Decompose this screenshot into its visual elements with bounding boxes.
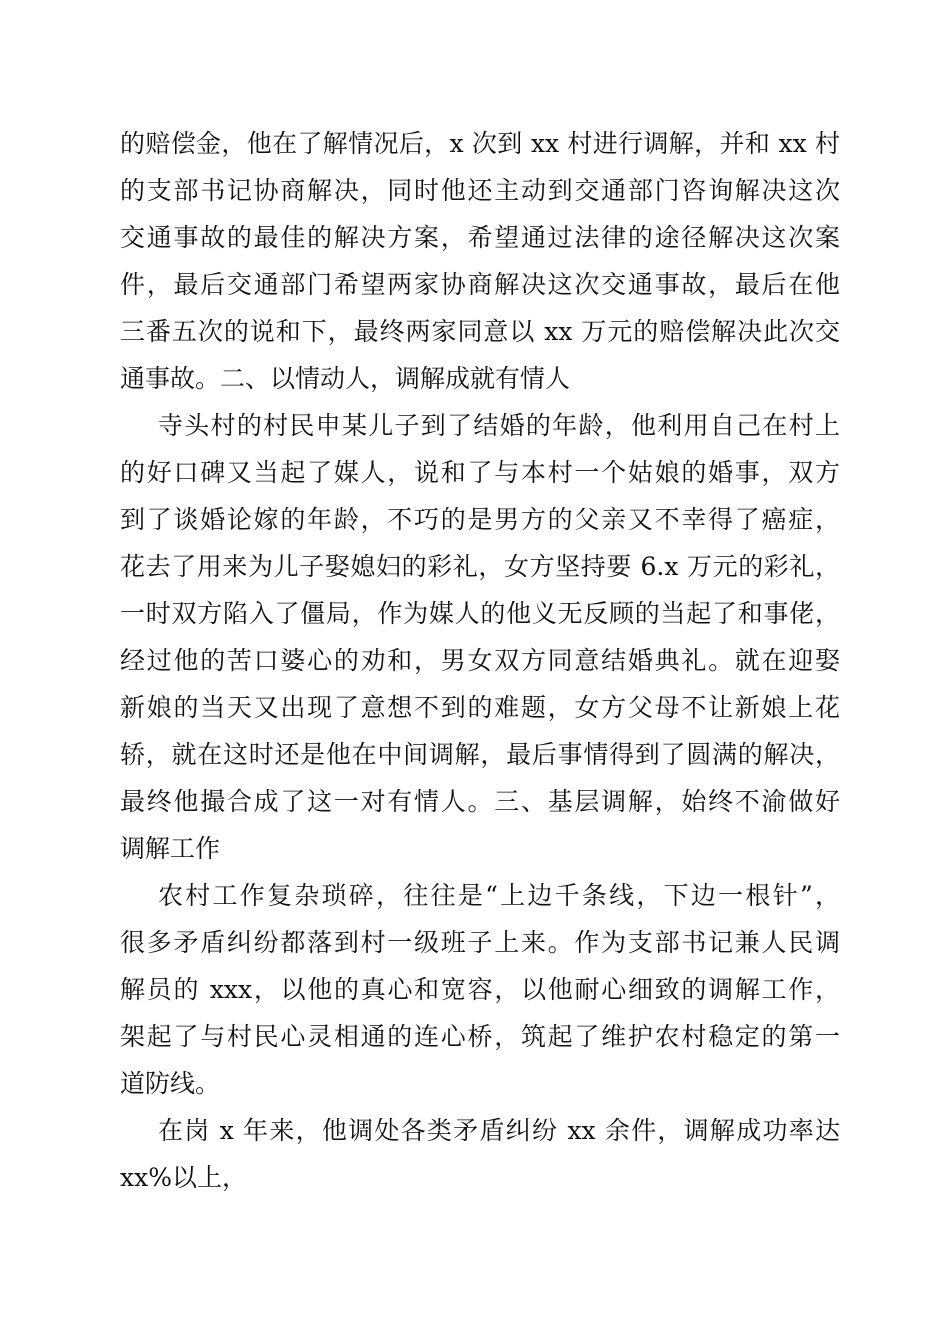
text-line: 件，最后交通部门希望两家协商解决这次交通事故，最后在他 [120,270,840,299]
paragraph-2 [120,402,840,872]
text-line: 的赔偿金，他在了解情况后，x 次到 xx 村进行调解，并和 xx 村 [120,129,840,158]
text-line: 架起了与村民心灵相通的连心桥，筑起了维护农村稳定的第一 [120,1022,840,1051]
text-line: 的好口碑又当起了媒人，说和了与本村一个姑娘的婚事，双方 [120,458,840,487]
paragraph-3 [120,872,840,1107]
paragraph-1 [120,120,840,402]
text-line: xx%以上， [120,1163,247,1192]
text-line: 新娘的当天又出现了意想不到的难题，女方父母不让新娘上花 [120,693,840,722]
text-line: 交通事故的最佳的解决方案，希望通过法律的途径解决这次案 [120,223,840,252]
text-line: 三番五次的说和下，最终两家同意以 xx 万元的赔偿解决此次交 [120,317,840,346]
paragraph-4 [120,1107,840,1201]
text-line: 的支部书记协商解决，同时他还主动到交通部门咨询解决这次 [120,176,840,205]
text-line: 寺头村的村民申某儿子到了结婚的年龄，他利用自己在村上 [158,411,840,440]
text-line: 一时双方陷入了僵局，作为媒人的他义无反顾的当起了和事佬， [120,599,840,628]
text-line: 到了谈婚论嫁的年龄，不巧的是男方的父亲又不幸得了癌症， [120,505,840,534]
text-line: 在岗 x 年来，他调处各类矛盾纠纷 xx 余件，调解成功率达 [158,1116,840,1145]
text-line: 道防线。 [120,1069,221,1098]
text-line: 通事故。二、以情动人，调解成就有情人 [120,364,571,393]
text-line: 经过他的苦口婆心的劝和，男女双方同意结婚典礼。就在迎娶 [120,646,840,675]
text-line: 很多矛盾纠纷都落到村一级班子上来。作为支部书记兼人民调 [120,928,840,957]
body-text [120,120,840,1201]
text-line: 最终他撮合成了这一对有情人。三、基层调解，始终不渝做好 [120,787,840,816]
text-line: 花去了用来为儿子娶媳妇的彩礼，女方坚持要 6.x 万元的彩礼， [120,552,840,581]
text-line: 轿，就在这时还是他在中间调解，最后事情得到了圆满的解决， [120,740,840,769]
text-line: 解员的 xxx，以他的真心和宽容，以他耐心细致的调解工作， [120,975,840,1004]
text-line: 调解工作 [120,834,221,863]
text-line: 农村工作复杂琐碎，往往是“上边千条线，下边一根针”， [158,881,840,910]
